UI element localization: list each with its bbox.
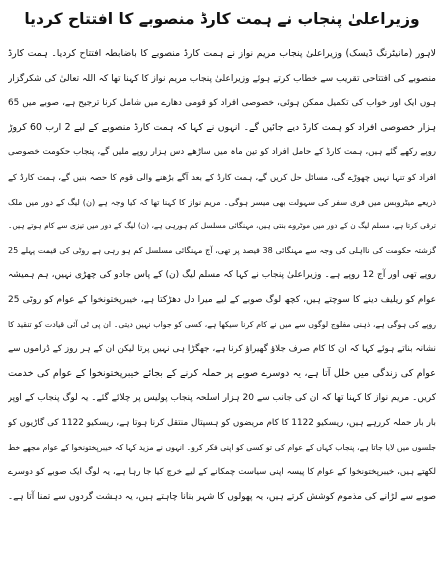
article-line: صوبے سے لڑانے کی مذموم کوشش کرتے ہیں، یہ پھولوں کا شہر بنانا چاہتے ہیں، یہ دہشت گردوں سے تمنا آتا ہے۔ (8, 491, 436, 502)
article-line: عوام کی زندگی میں خلل آتا ہے، یہ دوسرے صوبے پر حملہ کرنے کے بجائے خیبرپختونخوا کے عوام کی خدمت (8, 367, 436, 379)
headline: وزیراعلیٰ پنجاب نے ہمت کارڈ منصوبے کا افتتاح کردیا (24, 10, 420, 28)
article-line: ہزار خصوصی افراد کو ہمت کارڈ دیے جائیں گے۔ انہوں نے کہا کہ ہمت کارڈ منصوبے کے لیے 2 ارب 60 کروڑ (8, 121, 436, 133)
article-line: منصوبے کی افتتاحی تقریب سے خطاب کرتے ہوئے وزیراعلیٰ پنجاب مریم نواز کا کہنا تھا کہ اللہ تعالیٰ کی شکرگزار (8, 73, 436, 84)
article-line: جلسوں میں لایا جاتا ہے، پنجاب کہاں کے عوام کی تو کسی کو اپنی فکر کرو۔ انہوں نے مزید کہا کہ خیبرپختونخوا کے عوام مجھے خط (8, 442, 436, 452)
article-line: لاہور (مانیٹرنگ ڈیسک) وزیراعلیٰ پنجاب مریم نواز نے ہمت کارڈ منصوبے کا باضابطہ افتتاح کردیا۔ ہمت کارڈ (8, 48, 436, 59)
article-line: نشانہ بناتے ہوئے کہا کہ ان کا کام صرف جلاؤ گھیراؤ کرنا ہے، جھگڑا ہی نہیں پرتا لیکن ان کے ہر روز کے ڈراموں سے (8, 344, 436, 355)
article-line: بار بار حملہ کررہے ہیں، ریسکیو 1122 کا کام مریضوں کو ہسپتال منتقل کرنا ہوتا ہے، ریسکیو 1122 کی گاڑیوں کو (8, 417, 436, 428)
article-line: روپے تھی اور آج 12 روپے ہے۔ وزیراعلیٰ پنجاب نے کہا کہ مسلم لیگ (ن) کے پاس جادو کی چھڑی نہیں، ہم ہمیشہ (8, 270, 436, 281)
article-line: لکھتے ہیں، خیبرپختونخوا کے عوام کا پیسہ اپنی سیاست چمکانے کے لیے خرچ کیا جا رہا ہے، یہ لوگ ایک صوبے کو دوسرے (8, 467, 436, 478)
article-line: کریں۔ مریم نواز کا کہنا تھا کہ ان کی جانب سے 20 ہزار اسلحہ پنجاب پولیس پر چلائے گئے۔ یہ لوگ پنجاب کے اوپر (8, 393, 436, 404)
article-line: افراد کو تنہا نہیں چھوڑے گی، مسائل حل کریں گے، ہمت کارڈ کے بعد آگے بڑھنے والی قوم کا حصہ بنیں گے، ہمت کارڈ کے (8, 171, 436, 182)
article-line: ترقی کرتا ہے، مسلم لیگ ن کے دور میں موٹروے بنتی ہیں، مہنگائی مسلسل کم ہورہی ہے، (ن) لیگ کے دور میں تیزی سے کام ہوتے ہیں۔ (8, 221, 436, 231)
article-body (8, 42, 436, 509)
article-line: ہوں ایک اور خواب کی تکمیل ممکن ہوئی، خصوصی افراد کو قومی دھارے میں شامل کرنا ترجیح ہے، صوبے میں 65 (8, 98, 436, 109)
article-line: گزشتہ حکومت کی نااہلی کی وجہ سے مہنگائی 38 فیصد پر تھی، آج مہنگائی مسلسل کم ہو رہی ہے روٹی کی قیمت پہلے 25 (8, 245, 436, 255)
article-line: عوام کو ریلیف دینے کا سوچتے ہیں، کچھ لوگ صوبے کے لیے میرا دل دھڑکتا ہے، خیبرپختونخوا کے عوام کو روٹی 25 (8, 294, 436, 305)
article-line: ذریعے میٹروبس میں فری سفر کی سہولت بھی میسر ہوگی۔ مریم نواز کا کہنا تھا کہ کیا وجہ ہے (ن) لیگ کے دور میں ملک (8, 196, 436, 207)
article-line: روپے رکھے گئے ہیں، ہمت کارڈ کے حامل افراد کو تین ماہ میں ساڑھے دس ہزار روپے ملیں گے، پنجاب حکومت خصوصی (8, 147, 436, 158)
article-line: روپے کی ہوگی ہے، ذہنی مفلوج لوگوں سے میں نے کام کرنا سیکھا ہے، کسی کو جواب نہیں دیتی۔ ان پی ٹی آئی قیادت کو تنقید کا (8, 319, 436, 329)
